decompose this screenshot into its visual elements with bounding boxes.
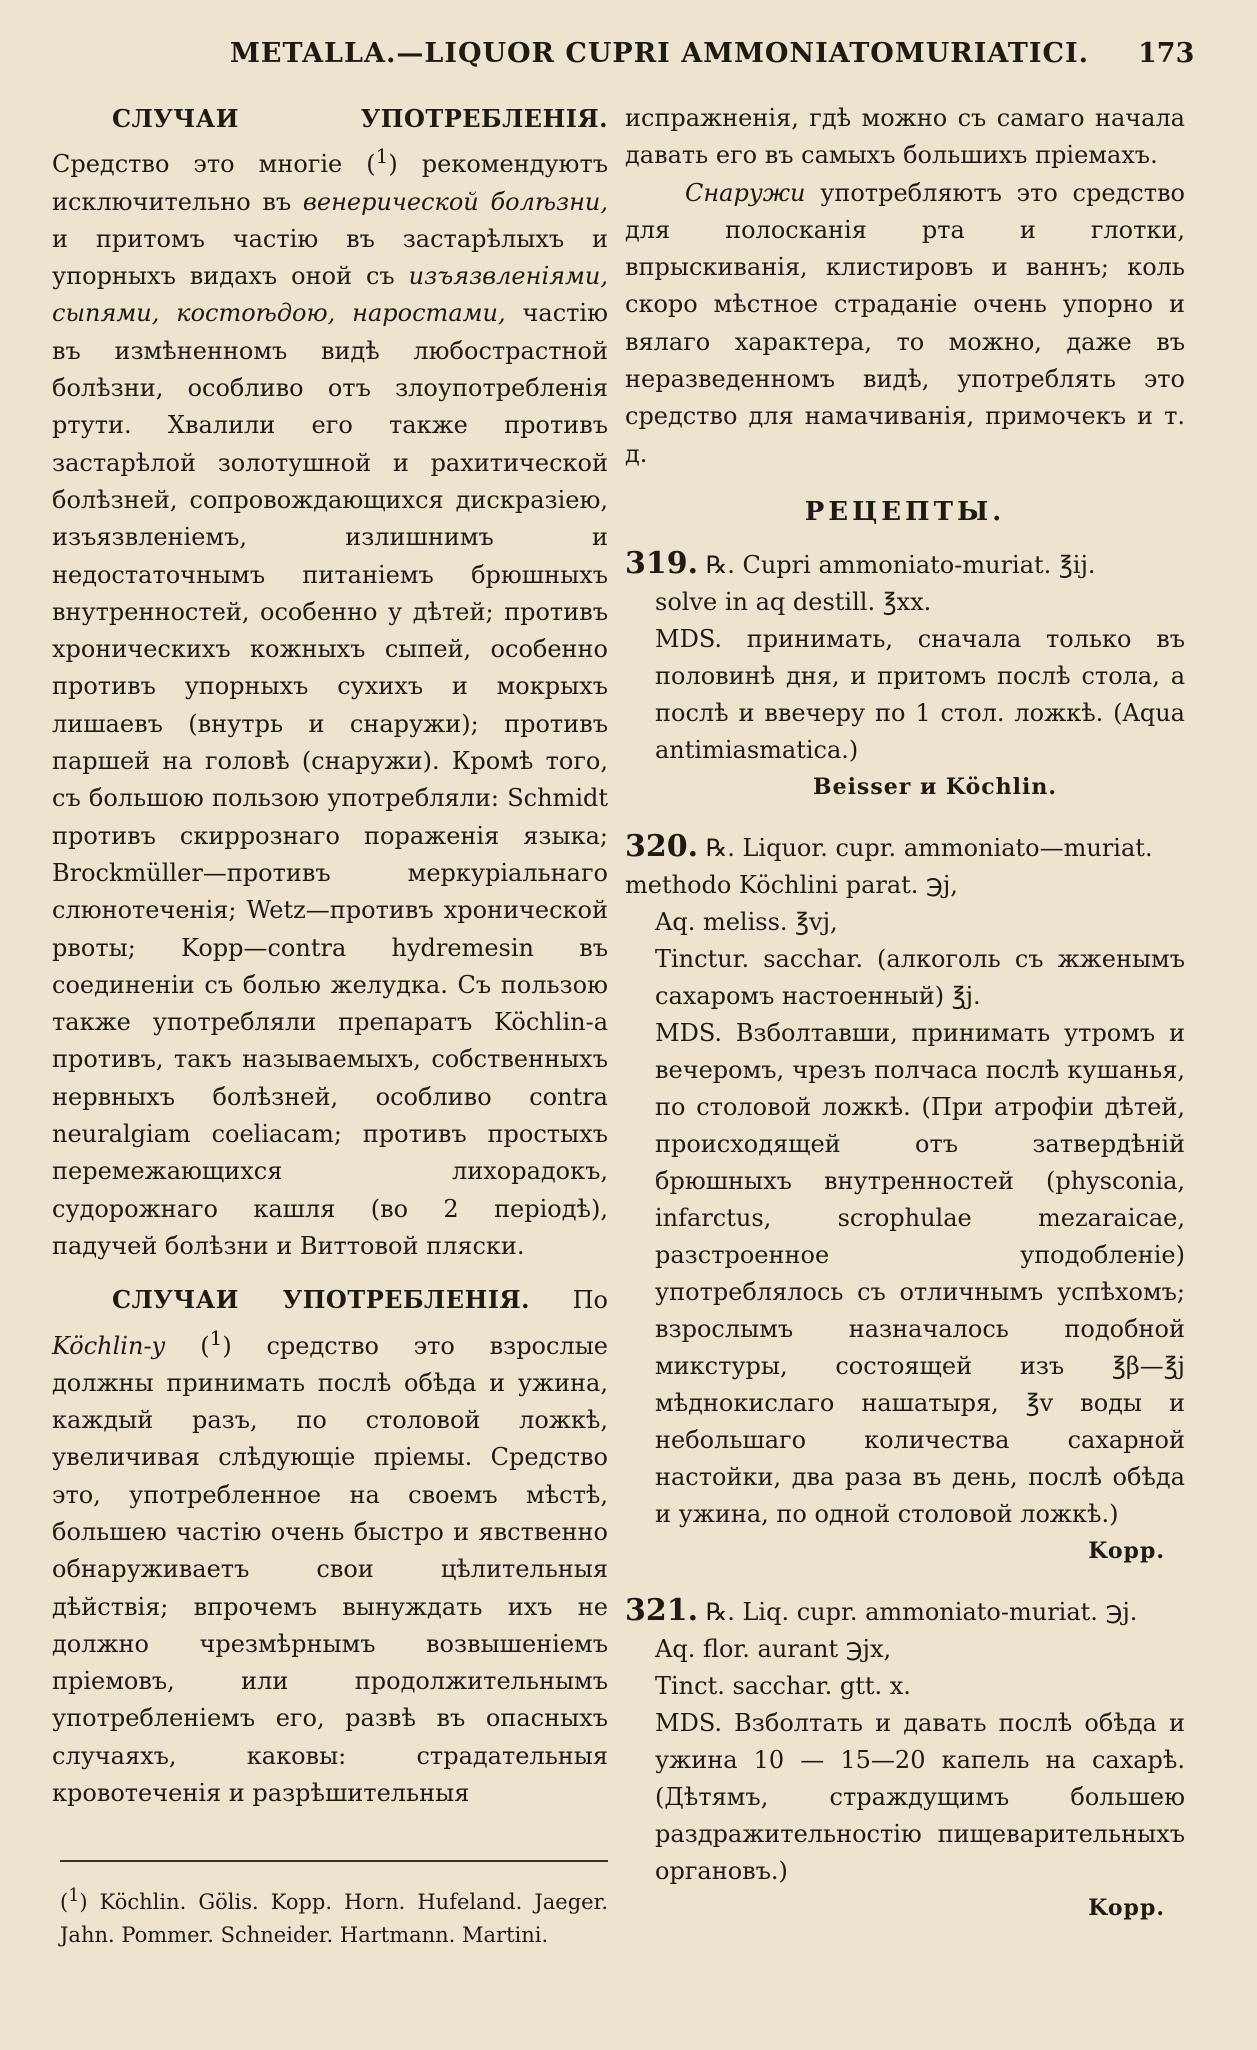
usage-paragraph-1: СЛУЧАИ УПОТРЕБЛЕНІЯ. Средство это многіе ($^1$) рекомендуютъ исключительно въ венерической болѣзни, и притомъ частію въ застарѣлыхъ и упорныхъ видахъ оной съ изъязвленіями, сыпями, костоѣдою, наростами, частію въ измѣненномъ видѣ любострастной болѣзни, особливо отъ злоупотребленія ртути. Хвалили его также противъ застарѣлой золотушной и рахитической болѣзней, сопровождающихся дискразіею, изъязвленіемъ, излишнимъ и недостаточнымъ питаніемъ брюшныхъ внутренностей, особенно у дѣтей; противъ хроническихъ кожныхъ сыпей, особенно противъ упорныхъ сухихъ и мокрыхъ лишаевъ (внутрь и снаружи); противъ паршей на головѣ (снаружи). Кромѣ того, съ большою пользою употребляли: Schmidt противъ скиррознаго пораженія языка; Brockmüller—противъ меркуріальнаго слюнотеченія; Wetz—противъ хронической рвоты; Kopp—contra hydremesin въ соединеніи съ болью желудка. Съ пользою также употребляли препаратъ Köchlin-а противъ, такъ называемыхъ, собственныхъ нервныхъ болѣзней, особливо contra neuralgiam coeliacam; противъ простыхъ перемежающихся лихорадокъ, судорожнаго кашля (во 2 періодѣ), падучей болѣзни и Виттовой пляски. (52, 104, 609, 1260)
page-header (0, 38, 1257, 78)
recipe-320: 320. ℞. Liquor. cupr. ammoniato—muriat. methodo Köchlini parat. ℈j, Aq. meliss. ℥vj, Tinctur. sacchar. (алкоголь съ жженымъ сахаромъ настоенный) ℥j. MDS. Взболтавши, принимать утромъ и вечеромъ, чрезъ полчаса послѣ кушанья, по столовой ложкѣ. (При атрофіи дѣтей, происходящей отъ затвердѣній брюшныхъ внутренностей (physconia, infarctus, scrophulae mezaraicae, разстроенное уподобленіе) употреблялось съ отличнымъ успѣхомъ; взрослымъ назначалось подобной микстуры, состоящей изъ ℥β—℥j мѣднокислаго нашатыря, ℥v воды и небольшаго количества сахарной настойки, два раза въ день, послѣ обѣда и ужина, по одной столовой ложкѣ.) Kopp. (625, 828, 1185, 1570)
recipe-319: 319. ℞. Cupri ammoniato-muriat. ℥ij. solve in aq destill. ℥xx. MDS. принимать, сначала только въ половинѣ дня, и притомъ послѣ стола, а послѣ и ввечеру по 1 стол. ложкѣ. (Aqua antimiasmatica.) Beisser и Köchlin. (625, 545, 1185, 806)
page-number: 173 (1138, 38, 1195, 69)
footnote-divider (60, 1860, 608, 1862)
footnote-ref: 1 (209, 1325, 223, 1350)
footnote-ref: 1 (375, 144, 389, 169)
recipe-author: Kopp. (1088, 1894, 1165, 1921)
recipe-number: 320. (625, 828, 699, 864)
footnote: ($^1$) Köchlin. Gölis. Kopp. Horn. Hufeland. Jaeger. Jahn. Pommer. Schneider. Hartmann. Martini. (60, 1886, 608, 1947)
recipe-number: 319. (625, 545, 699, 581)
usage-paragraph-2: СЛУЧАИ УПОТРЕБЛЕНІЯ. По Köchlin-у ($^1$) средство это взрослые должны принимать послѣ обѣда и ужина, каждый разъ, по столовой ложкѣ, увеличивая слѣдующіе пріемы. Средство это, употребленное на своемъ мѣстѣ, большею частію очень быстро и явственно обнаруживаетъ свои цѣлительныя дѣйствія; впрочемъ вынуждать ихъ не должно чрезмѣрнымъ возвышеніемъ пріемовъ, или продолжительнымъ употребленіемъ его, развѣ въ опасныхъ случаяхъ, каковы: страдательныя кровотеченія и разрѣшительныя (52, 1285, 608, 1808)
recipes-heading: РЕЦЕПТЫ. (804, 496, 1006, 527)
recipe-author: Kopp. (1088, 1537, 1165, 1564)
recipe-author: Beisser и Köchlin. (812, 773, 1057, 800)
left-column (52, 100, 608, 1812)
usage-heading-2: СЛУЧАИ УПОТРЕБЛЕНІЯ. (112, 1285, 530, 1315)
continuation-paragraph: испражненія, гдѣ можно съ самаго начала давать его въ самыхъ большихъ пріемахъ. (625, 104, 1185, 170)
recipe-321: 321. ℞. Liq. cupr. ammoniato-muriat. ℈j. Aq. flor. aurant ℈jx, Tinct. sacchar. gtt. x. MDS. Взболтать и давать послѣ обѣда и ужина 10 — 15—20 капель на сахарѣ. (Дѣтямъ, страждущимъ большею раздражительностію пищеварительныхъ органовъ.) Kopp. (625, 1592, 1185, 1927)
right-column (625, 100, 1185, 1949)
recipe-number: 321. (625, 1592, 699, 1628)
usage-heading-1: СЛУЧАИ УПОТРЕБЛЕНІЯ. (112, 104, 608, 133)
external-use-paragraph: Снаружи употребляютъ это средство для полосканія рта и глотки, впрыскиванія, клистировъ и ваннъ; коль скоро мѣстное страданіе очень упорно и вялаго характера, то можно, даже въ неразведенномъ видѣ, употреблять это средство для намачиванія, примочекъ и т. д. (625, 178, 1185, 468)
running-title: METALLA.—LIQUOR CUPRI AMMONIATOMURIATICI. (230, 38, 1090, 69)
